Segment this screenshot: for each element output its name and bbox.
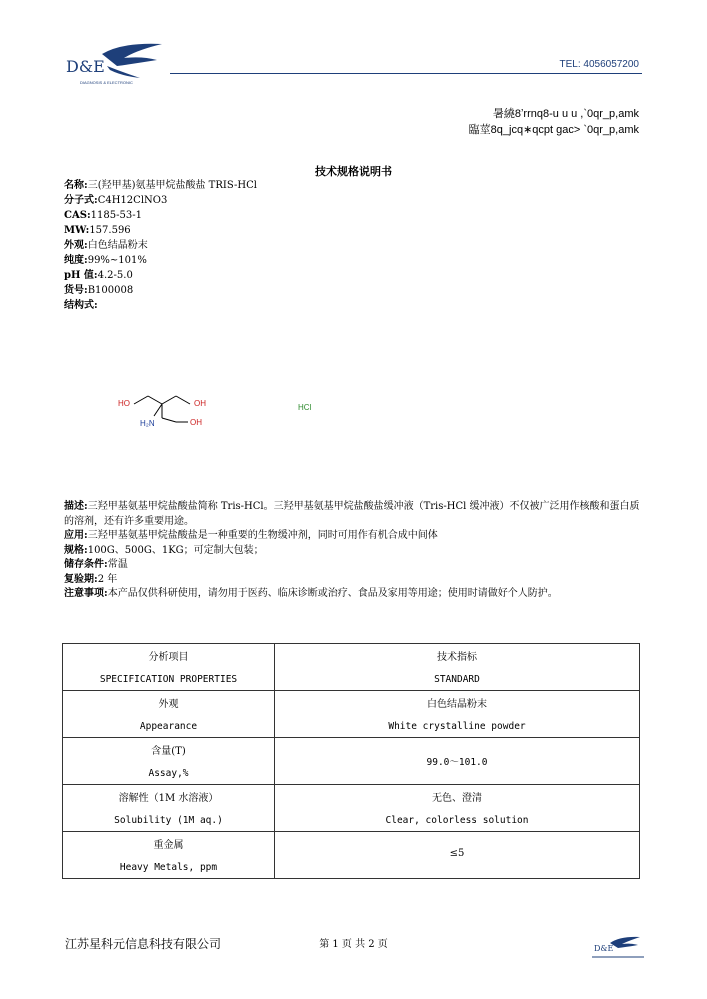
spec-row-structure: [64, 298, 257, 313]
spec-value: 白色结晶粉末: [87, 240, 148, 251]
notes-paragraph: 注意事项:本产品仅供科研使用，请勿用于医药、临床诊断或治疗、食品及家用等用途；使用时请做好个人防护。: [64, 588, 558, 599]
table-cell: 溶解性（1M 水溶液） Solubility (1M aq.): [63, 785, 275, 832]
table-header-cell: 技术指标 STANDARD: [275, 644, 640, 691]
spec-label: CAS:: [64, 210, 91, 221]
spec-row-name: [64, 178, 257, 193]
spec-label: 货号:: [64, 285, 88, 296]
spec-label: 分子式:: [64, 195, 98, 206]
table-cell: ≤5: [275, 832, 640, 879]
package-size-paragraph: 规格:100G、500G、1KG；可定制大包装；: [64, 544, 264, 556]
table-row: [63, 832, 640, 879]
spec-value: 157.596: [89, 225, 131, 236]
header-rule: [170, 73, 642, 74]
spec-list: [64, 178, 257, 313]
retest-paragraph: 复验期:2 年: [64, 573, 118, 585]
storage-paragraph: 储存条件:常温: [64, 559, 128, 570]
oh-label-1: OH: [194, 399, 206, 408]
address-line-2: 臨莖8q_jcq∗qcpt gac> `0qr_p,amk: [468, 124, 639, 136]
specification-table: [62, 643, 640, 879]
spec-row-purity: [64, 253, 257, 268]
tel-number: TEL: 4056057200: [559, 59, 639, 70]
company-name: 江苏星科元信息科技有限公司: [65, 937, 222, 951]
logo-subtext: DIAGNOSIS & ELECTRONIC: [80, 80, 133, 85]
table-cell: 含量(T) Assay,%: [63, 738, 275, 785]
table-cell: 白色结晶粉末 White crystalline powder: [275, 691, 640, 738]
spec-label: MW:: [64, 225, 90, 236]
spec-label: 纯度:: [64, 255, 88, 266]
table-cell: 99.0～101.0: [275, 738, 640, 785]
spec-row-ph: [64, 268, 257, 283]
description-block: [64, 500, 644, 602]
nh2-label: H₂N: [140, 419, 155, 428]
ho-label: HO: [118, 399, 130, 408]
spec-label: 结构式:: [64, 300, 98, 311]
spec-row-cas: [64, 208, 257, 223]
spec-label: 名称:: [64, 180, 88, 191]
table-row: [63, 738, 640, 785]
logo-text: D&E: [66, 57, 105, 76]
page-number: 第 1 页 共 2 页: [319, 939, 388, 950]
bird-logo-icon: [62, 40, 172, 90]
application-paragraph: 应用:三羟甲基氨基甲烷盐酸盐是一种重要的生物缓冲剂，同时可用作有机合成中间体: [64, 530, 438, 541]
spec-row-formula: [64, 193, 257, 208]
hcl-label: HCl: [298, 403, 312, 412]
spec-value: 99%~101%: [87, 255, 147, 266]
table-cell: 外观 Appearance: [63, 691, 275, 738]
company-logo: [62, 40, 172, 90]
spec-row-mw: [64, 223, 257, 238]
document-title: 技术规格说明书: [315, 165, 392, 178]
spec-row-appearance: [64, 238, 257, 253]
spec-value: 4.2-5.0: [97, 270, 133, 281]
description-paragraph: 描述:三羟甲基氨基甲烷盐酸盐简称 Tris-HCl。三羟甲基氨基甲烷盐酸盐缓冲液（Tris-HCl 缓冲液）不仅被广泛用作核酸和蛋白质的溶剂，还有许多重要用途。: [64, 501, 640, 527]
table-header-row: [63, 644, 640, 691]
spec-label: pH 值:: [64, 270, 98, 281]
spec-row-catalog: [64, 283, 257, 298]
svg-text:D&E: D&E: [594, 944, 614, 953]
bird-logo-small-icon: [592, 935, 644, 959]
oh-label-2: OH: [190, 418, 202, 427]
address-line-1: 暑繞8ʼrrnq8-u u u ,`0qr_p,amk: [492, 108, 639, 120]
table-cell: 无色、澄清 Clear, colorless solution: [275, 785, 640, 832]
spec-value: B100008: [87, 285, 134, 296]
table-row: [63, 691, 640, 738]
table-header-cell: 分析项目 SPECIFICATION PROPERTIES: [63, 644, 275, 691]
spec-value: C4H12ClNO3: [97, 195, 168, 206]
spec-value: 三(羟甲基)氨基甲烷盐酸盐 TRIS-HCl: [87, 180, 257, 191]
footer-logo: [592, 935, 644, 959]
structure-diagram: [110, 380, 340, 435]
table-cell: 重金属 Heavy Metals, ppm: [63, 832, 275, 879]
table-row: [63, 785, 640, 832]
spec-label: 外观:: [64, 240, 88, 251]
spec-value: 1185-53-1: [90, 210, 142, 221]
